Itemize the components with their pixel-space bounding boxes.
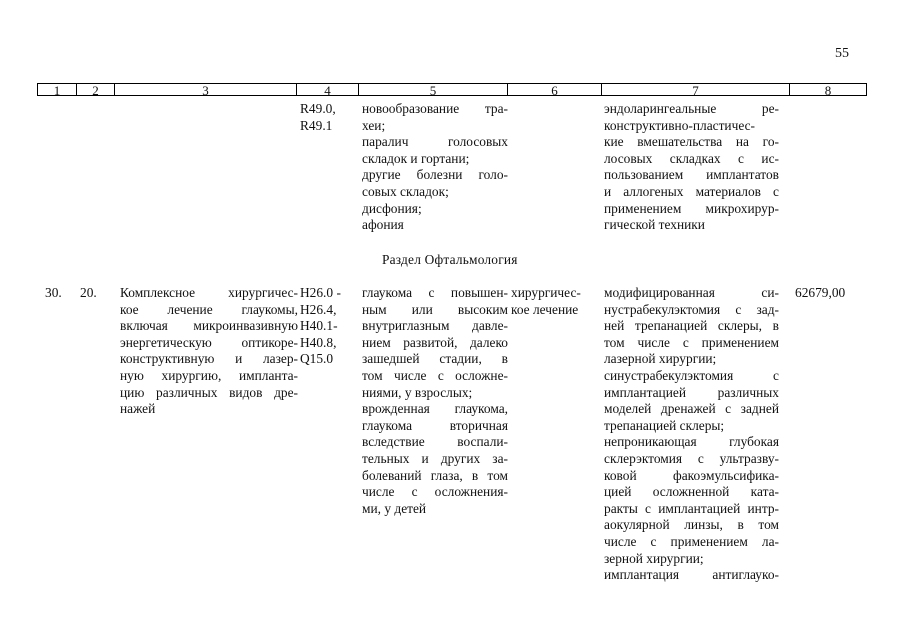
name-line: конструктивную и лазер-: [120, 351, 298, 367]
name-line: нажей: [120, 401, 156, 417]
header-col-2: 2: [76, 83, 114, 96]
header-col-7: 7: [601, 83, 789, 96]
diagnosis-line: врожденная глаукома,: [362, 401, 508, 417]
diagnosis-line: складок и гортани;: [362, 150, 470, 166]
diagnosis-line: совых складок;: [362, 183, 449, 199]
method-line: склерэктомия с ультразву-: [604, 450, 779, 466]
method-line: и аллогеных материалов с: [604, 183, 779, 199]
code-line: H40.8,: [300, 334, 337, 350]
name-line: ную хирургию, импланта-: [120, 367, 298, 383]
method-line: зерной хирургии;: [604, 550, 704, 566]
row-sub-number: 20.: [80, 285, 97, 300]
diagnosis-line: паралич голосовых: [362, 134, 508, 150]
method-line: пользованием имплантатов: [604, 167, 779, 183]
code-line: R49.0,: [300, 101, 336, 116]
diagnosis-line: хеи;: [362, 117, 386, 133]
diagnosis: [362, 285, 508, 517]
method-line: числе с применением ла-: [604, 533, 779, 549]
treatment-type-line: хирургичес-: [511, 285, 581, 300]
method-line: эндоларингеальные ре-: [604, 101, 779, 116]
diagnosis-line: тельных и других за-: [362, 450, 508, 466]
diagnosis-line: числе с осложнения-: [362, 484, 508, 500]
diagnosis-line: внутриглазным давле-: [362, 318, 508, 334]
diagnosis-line: зашедшей стадии, в: [362, 351, 508, 367]
method-line: гической техники: [604, 217, 705, 233]
table-header-row: [37, 83, 867, 98]
header-col-4: 4: [296, 83, 358, 96]
method-line: ракты с имплантацией интр-: [604, 500, 779, 516]
method-line: аокулярной линзы, в том: [604, 517, 779, 533]
method-line: ней трепанацией склеры, в: [604, 318, 779, 334]
diagnosis-line: глаукома вторичная: [362, 417, 508, 433]
method-line: модифицированная си-: [604, 285, 779, 300]
diagnosis-line: новообразование тра-: [362, 101, 508, 116]
code-line: H26.0 -: [300, 285, 341, 300]
continued-diagnosis: [362, 101, 508, 234]
method-line: ковой факоэмульсифика-: [604, 467, 779, 483]
page-number: 55: [835, 46, 849, 61]
method-line: том числе с применением: [604, 334, 779, 350]
method-line: цией осложненной ката-: [604, 484, 779, 500]
diagnosis-line: ми, у детей: [362, 500, 427, 516]
row-number: 30.: [45, 285, 62, 300]
diagnosis-line: болеваний глаза, в том: [362, 467, 508, 483]
method-line: конструктивно-пластичес-: [604, 117, 756, 133]
name-line: включая микроинвазивную: [120, 318, 298, 334]
continued-codes: [300, 101, 336, 134]
header-col-1: 1: [37, 83, 76, 96]
code-line: Q15.0: [300, 351, 334, 367]
diagnosis-line: вследствие воспали-: [362, 434, 508, 450]
treatment-type-line: кое лечение: [511, 301, 579, 317]
method-line: лосовых складках с ис-: [604, 150, 779, 166]
treatment-type: [511, 285, 581, 318]
diagnosis-line: другие болезни голо-: [362, 167, 508, 183]
section-title: Раздел Офтальмология: [382, 252, 518, 267]
code-line: H40.1-: [300, 318, 338, 334]
method-line: применением микрохирур-: [604, 200, 779, 216]
code-line: R49.1: [300, 117, 333, 133]
method-line: синустрабекулэктомия с: [604, 367, 779, 383]
diagnosis-line: афония: [362, 217, 404, 233]
method-line: нустрабекулэктомия с зад-: [604, 301, 779, 317]
header-col-3: 3: [114, 83, 296, 96]
diagnosis-line: глаукома с повышен-: [362, 285, 508, 300]
diagnosis-line: дисфония;: [362, 200, 422, 216]
method-line: имплантация антиглауко-: [604, 567, 779, 583]
method-line: лазерной хирургии;: [604, 351, 717, 367]
method-line: непроникающая глубокая: [604, 434, 779, 450]
continued-method: [604, 101, 779, 234]
method-line: моделей дренажей с задней: [604, 401, 779, 417]
method-line: трепанацией склеры;: [604, 417, 725, 433]
name-line: кое лечение глаукомы,: [120, 301, 298, 317]
method-line: кие вмешательства на го-: [604, 134, 779, 150]
header-col-6: 6: [507, 83, 601, 96]
treatment-method: [604, 285, 779, 584]
diagnosis-line: ным или высоким: [362, 301, 508, 317]
icd-codes: [300, 285, 341, 368]
header-col-8: 8: [789, 83, 867, 96]
method-line: имплантацией различных: [604, 384, 779, 400]
diagnosis-line: нием развитой, далеко: [362, 334, 508, 350]
header-col-5: 5: [358, 83, 507, 96]
diagnosis-line: ниями, у взрослых;: [362, 384, 473, 400]
name-line: энергетическую оптикоре-: [120, 334, 298, 350]
price-value: 62679,00: [795, 285, 846, 300]
name-line: Комплексное хирургичес-: [120, 285, 298, 300]
name-line: цию различных видов дре-: [120, 384, 298, 400]
treatment-name: [120, 285, 298, 418]
diagnosis-line: том числе с осложне-: [362, 367, 508, 383]
code-line: H26.4,: [300, 301, 337, 317]
